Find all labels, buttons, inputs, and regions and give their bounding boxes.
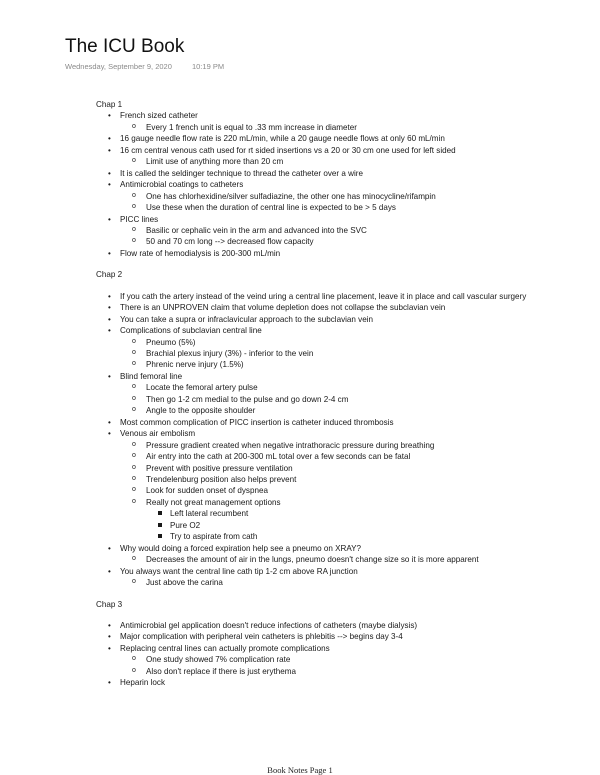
sub-sub-bullet-item <box>96 531 596 542</box>
bullet-text: Pure O2 <box>170 520 201 530</box>
sub-bullet-item <box>96 554 596 565</box>
bullet-text: Really not great management options <box>146 497 281 507</box>
bullet-text: It is called the seldinger technique to thread the catheter over a wire <box>120 168 363 178</box>
bullet-item <box>96 248 596 259</box>
sub-bullet-item <box>96 225 596 236</box>
sub-bullet-item <box>96 359 596 370</box>
bullet-text: Pneumo (5%) <box>146 337 196 347</box>
bullet-text: Air entry into the cath at 200-300 mL total over a few seconds can be fatal <box>146 452 411 462</box>
sub-bullet-item <box>96 191 596 202</box>
bullet-list <box>96 110 596 259</box>
chapter-heading: Chap 2 <box>96 270 123 280</box>
bullet-item <box>96 168 596 179</box>
bullet-item <box>96 677 596 688</box>
bullet-text: Pressure gradient created when negative intrathoracic pressure during breathing <box>146 440 435 450</box>
sub-bullet-item <box>96 577 596 588</box>
sub-bullet-item <box>96 440 596 451</box>
bullet-text: Flow rate of hemodialysis is 200-300 mL/min <box>120 248 281 258</box>
bullet-item <box>96 133 596 144</box>
sub-bullet-item <box>96 202 596 213</box>
bullet-text: Blind femoral line <box>120 371 183 381</box>
bullet-text: One study showed 7% complication rate <box>146 655 291 665</box>
bullet-item <box>96 643 596 654</box>
bullet-text: Most common complication of PICC insertion is catheter induced thrombosis <box>120 417 394 427</box>
bullet-text: Angle to the opposite shoulder <box>146 406 256 416</box>
bullet-item <box>96 110 596 121</box>
sub-bullet-item <box>96 382 596 393</box>
sub-bullet-item <box>96 666 596 677</box>
bullet-text: There is an UNPROVEN claim that volume depletion does not collapse the subclavian vein <box>120 303 446 313</box>
bullet-text: Complications of subclavian central line <box>120 326 262 336</box>
bullet-item <box>96 179 596 190</box>
page-date: Wednesday, September 9, 2020 <box>65 62 172 71</box>
bullet-text: You can take a supra or infraclavicular approach to the subclavian vein <box>120 314 374 324</box>
bullet-text: Then go 1-2 cm medial to the pulse and go down 2-4 cm <box>146 394 349 404</box>
sub-bullet-item <box>96 485 596 496</box>
bullet-text: Phrenic nerve injury (1.5%) <box>146 360 244 370</box>
bullet-text: Heparin lock <box>120 678 165 688</box>
bullet-text: One has chlorhexidine/silver sulfadiazine, the other one has minocycline/rifampin <box>146 191 436 201</box>
chapter-heading: Chap 1 <box>96 100 123 109</box>
sub-sub-bullet-item <box>96 508 596 519</box>
sub-bullet-item <box>96 474 596 485</box>
bullet-item <box>96 314 596 325</box>
bullet-text: Antimicrobial gel application doesn't reduce infections of catheters (maybe dialysis) <box>120 620 418 630</box>
notes-body <box>96 99 596 689</box>
page-title: The ICU Book <box>65 36 185 57</box>
bullet-item <box>96 371 596 382</box>
bullet-item <box>96 428 596 439</box>
bullet-item <box>96 302 596 313</box>
bullet-text: 50 and 70 cm long --> decreased flow capacity <box>146 237 314 247</box>
bullet-text: Look for sudden onset of dyspnea <box>146 486 268 496</box>
bullet-text: Every 1 french unit is equal to .33 mm increase in diameter <box>146 122 357 132</box>
bullet-text: PICC lines <box>120 214 159 224</box>
sub-bullet-item <box>96 337 596 348</box>
bullet-text: Use these when the duration of central line is expected to be > 5 days <box>146 203 396 213</box>
bullet-text: Left lateral recumbent <box>170 509 249 519</box>
bullet-text: Basilic or cephalic vein in the arm and advanced into the SVC <box>146 225 367 235</box>
bullet-text: Locate the femoral artery pulse <box>146 383 258 393</box>
bullet-item <box>96 145 596 156</box>
bullet-text: Also don't replace if there is just erythema <box>146 666 297 676</box>
sub-bullet-item <box>96 405 596 416</box>
bullet-item <box>96 325 596 336</box>
bullet-text: Brachial plexus injury (3%) - inferior to the vein <box>146 349 314 359</box>
bullet-text: Prevent with positive pressure ventilation <box>146 463 293 473</box>
bullet-text: Try to aspirate from cath <box>170 532 258 542</box>
bullet-list <box>96 620 596 689</box>
bullet-text: Venous air embolism <box>120 429 196 439</box>
sub-bullet-item <box>96 236 596 247</box>
sub-bullet-item <box>96 348 596 359</box>
bullet-text: Antimicrobial coatings to catheters <box>120 180 244 190</box>
sub-bullet-item <box>96 654 596 665</box>
sub-sub-bullet-item <box>96 520 596 531</box>
bullet-text: Why would doing a forced expiration help see a pneumo on XRAY? <box>120 543 362 553</box>
page-timestamp <box>65 62 224 71</box>
bullet-text: Major complication with peripheral vein catheters is phlebitis --> begins day 3-4 <box>120 632 403 642</box>
bullet-item <box>96 214 596 225</box>
bullet-text: Just above the carina <box>146 578 223 588</box>
chapter-heading: Chap 3 <box>96 599 123 609</box>
bullet-text: Replacing central lines can actually promote complications <box>120 643 330 653</box>
sub-bullet-item <box>96 497 596 508</box>
bullet-text: If you cath the artery instead of the veind uring a central line placement, leave it in place and call vascular surgery <box>120 291 527 301</box>
bullet-text: You always want the central line cath tip 1-2 cm above RA junction <box>120 566 358 576</box>
sub-bullet-item <box>96 156 596 167</box>
bullet-item <box>96 631 596 642</box>
sub-bullet-item <box>96 463 596 474</box>
bullet-text: Trendelenburg position also helps prevent <box>146 475 297 485</box>
bullet-item <box>96 291 596 302</box>
sub-bullet-item <box>96 122 596 133</box>
bullet-text: 16 gauge needle flow rate is 220 mL/min, while a 20 gauge needle flows at only 60 mL/min <box>120 134 445 144</box>
bullet-text: 16 cm central venous cath used for rt sided insertions vs a 20 or 30 cm one used for left sided <box>120 145 456 155</box>
bullet-item <box>96 543 596 554</box>
bullet-text: Decreases the amount of air in the lungs, pneumo doesn't change size so it is more apparent <box>146 555 479 565</box>
bullet-item <box>96 417 596 428</box>
bullet-list <box>96 291 596 589</box>
bullet-text: French sized catheter <box>120 111 198 121</box>
page-time: 10:19 PM <box>191 62 225 71</box>
sub-bullet-item <box>96 451 596 462</box>
page-footer: Book Notes Page 1 <box>267 765 333 775</box>
bullet-item <box>96 566 596 577</box>
sub-bullet-item <box>96 394 596 405</box>
bullet-item <box>96 620 596 631</box>
bullet-text: Limit use of anything more than 20 cm <box>146 157 284 167</box>
